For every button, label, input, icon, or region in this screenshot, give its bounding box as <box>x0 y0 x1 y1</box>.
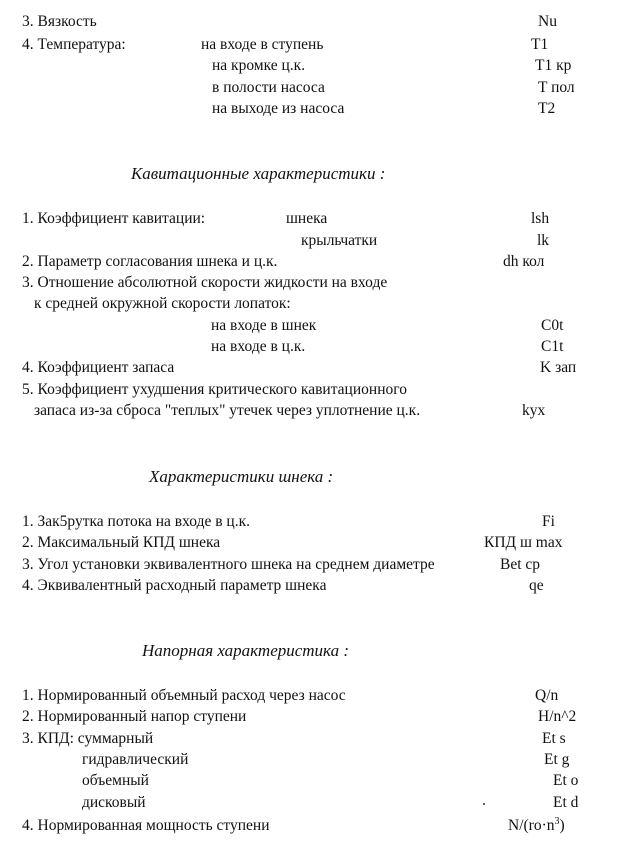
auger-item-swirl-symbol: Fi <box>542 513 555 530</box>
normalized-power-label: 4. Нормированная мощность ступени <box>22 817 270 834</box>
temperature-cavity-symbol: T пол <box>538 79 575 96</box>
efficiency-volumetric-symbol: Et o <box>553 772 579 789</box>
normalized-flow-label: 1. Нормированный объемный расход через насос <box>22 687 346 704</box>
velocity-ratio-impeller-symbol: C1t <box>541 338 564 355</box>
safety-factor-symbol: K зап <box>540 359 577 376</box>
auger-item-flow-label: 4. Эквивалентный расходный параметр шнека <box>22 577 327 594</box>
normalized-power-symbol-prefix: N/(ro·n <box>508 817 555 834</box>
matching-param-symbol: dh кол <box>503 253 545 270</box>
degradation-coef-line2: запаса из-за сброса "теплых" утечек через уплотнение ц.к. <box>34 402 421 419</box>
auger-item-flow-symbol: qe <box>529 577 544 594</box>
cavitation-auger-symbol: lsh <box>531 210 550 227</box>
cavitation-heading: Кавитационные характеристики : <box>131 164 386 183</box>
safety-factor-label: 4. Коэффициент запаса <box>22 359 175 376</box>
cavitation-impeller-symbol: lk <box>537 232 550 249</box>
normalized-power-symbol <box>508 817 565 835</box>
auger-item-efficiency-label: 2. Максимальный КПД шнека <box>22 534 221 551</box>
pressure-heading: Напорная характеристика : <box>142 641 349 660</box>
auger-heading: Характеристики шнека : <box>149 467 334 486</box>
normalized-flow-symbol: Q/n <box>535 687 559 704</box>
degradation-coef-line1: 5. Коэффициент ухудшения критического кавитационного <box>22 381 407 398</box>
temperature-inlet-label: на входе в ступень <box>201 36 324 53</box>
cavitation-coef-label: 1. Коэффициент кавитации: <box>22 210 206 227</box>
cavitation-auger-label: шнека <box>286 210 328 227</box>
temperature-outlet-symbol: T2 <box>538 100 556 117</box>
velocity-ratio-impeller-label: на входе в ц.к. <box>211 338 306 355</box>
efficiency-total-label: 3. КПД: суммарный <box>22 730 154 747</box>
temperature-edge-label: на кромке ц.к. <box>212 57 306 74</box>
temperature-outlet-label: на выходе из насоса <box>212 100 345 117</box>
efficiency-hydraulic-symbol: Et g <box>544 751 570 768</box>
viscosity-label: 3. Вязкость <box>22 13 97 30</box>
auger-item-swirl-label: 1. Зак5рутка потока на входе в ц.к. <box>22 513 250 530</box>
temperature-label: 4. Температура: <box>22 36 126 53</box>
auger-item-angle-symbol: Bet cp <box>500 556 541 573</box>
velocity-ratio-line1: 3. Отношение абсолютной скорости жидкости на входе <box>22 274 388 291</box>
viscosity-symbol: Nu <box>538 13 557 30</box>
efficiency-volumetric-label: объемный <box>82 772 149 789</box>
efficiency-disk-label: дисковый <box>82 794 146 811</box>
auger-item-efficiency-symbol: КПД ш max <box>484 534 563 551</box>
normalized-head-symbol: H/n^2 <box>538 708 577 725</box>
temperature-cavity-label: в полости насоса <box>212 79 325 96</box>
efficiency-hydraulic-label: гидравлический <box>82 751 189 768</box>
auger-item-angle-label: 3. Угол установки эквивалентного шнека на среднем диаметре <box>22 556 435 573</box>
velocity-ratio-auger-label: на входе в шнек <box>211 317 317 334</box>
temperature-inlet-symbol: T1 <box>531 36 549 53</box>
normalized-power-symbol-exponent: 3 <box>554 815 560 827</box>
matching-param-label: 2. Параметр согласования шнека и ц.к. <box>22 253 278 270</box>
efficiency-total-symbol: Et s <box>542 730 566 747</box>
stray-dot <box>483 803 485 805</box>
velocity-ratio-line2: к средней окружной скорости лопаток: <box>34 295 291 312</box>
velocity-ratio-auger-symbol: C0t <box>541 317 564 334</box>
degradation-coef-symbol: kyx <box>522 402 546 419</box>
normalized-power-symbol-suffix: ) <box>559 817 565 834</box>
efficiency-disk-symbol: Et d <box>553 794 579 811</box>
cavitation-impeller-label: крыльчатки <box>301 232 378 249</box>
temperature-edge-symbol: T1 кр <box>535 57 572 74</box>
normalized-head-label: 2. Нормированный напор ступени <box>22 708 247 725</box>
